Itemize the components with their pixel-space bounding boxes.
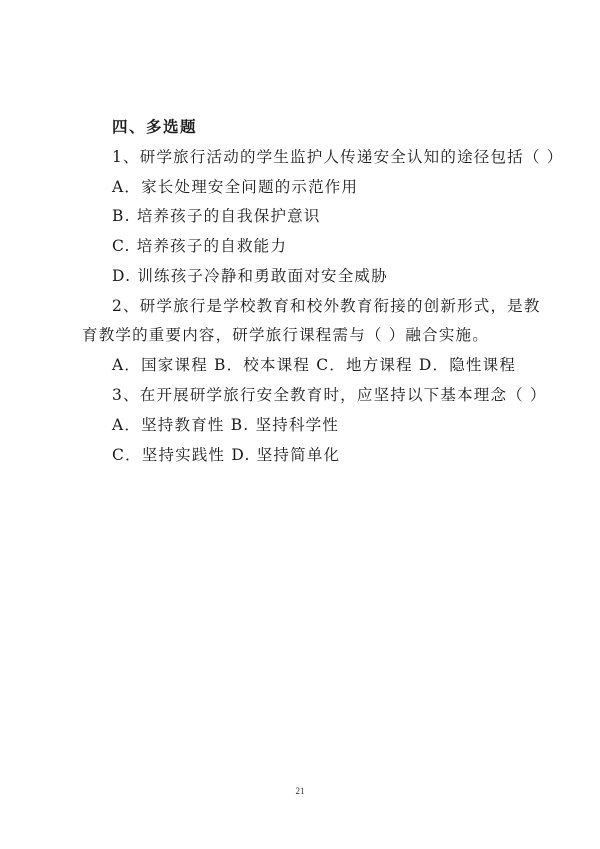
page-number: 21 — [295, 786, 305, 796]
question-1-option-d: D. 训练孩子冷静和勇敢面对安全威胁 — [112, 267, 388, 285]
question-2-options: A．国家课程 B．校本课程 C．地方课程 D．隐性课程 — [112, 356, 517, 374]
question-3-options-line-2: C．坚持实践性 D. 坚持简单化 — [112, 446, 341, 464]
question-3-options-line-1: A．坚持教育性 B. 坚持科学性 — [112, 416, 340, 434]
question-2-stem-line-1: 2、研学旅行是学校教育和校外教育衔接的创新形式，是教 — [112, 297, 541, 315]
question-1-option-b: B. 培养孩子的自我保护意识 — [112, 207, 321, 225]
section-heading: 四、多选题 — [112, 117, 198, 136]
question-3-stem: 3、在开展研学旅行安全教育时，应坚持以下基本理念（ ） — [112, 386, 547, 404]
question-1-stem: 1、研学旅行活动的学生监护人传递安全认知的途径包括（ ） — [112, 148, 564, 166]
question-1-option-c: C. 培养孩子的自救能力 — [112, 237, 288, 255]
question-1-option-a: A．家长处理安全问题的示范作用 — [112, 178, 359, 196]
question-2-stem-line-2: 育教学的重要内容，研学旅行课程需与（ ）融合实施。 — [82, 326, 489, 344]
